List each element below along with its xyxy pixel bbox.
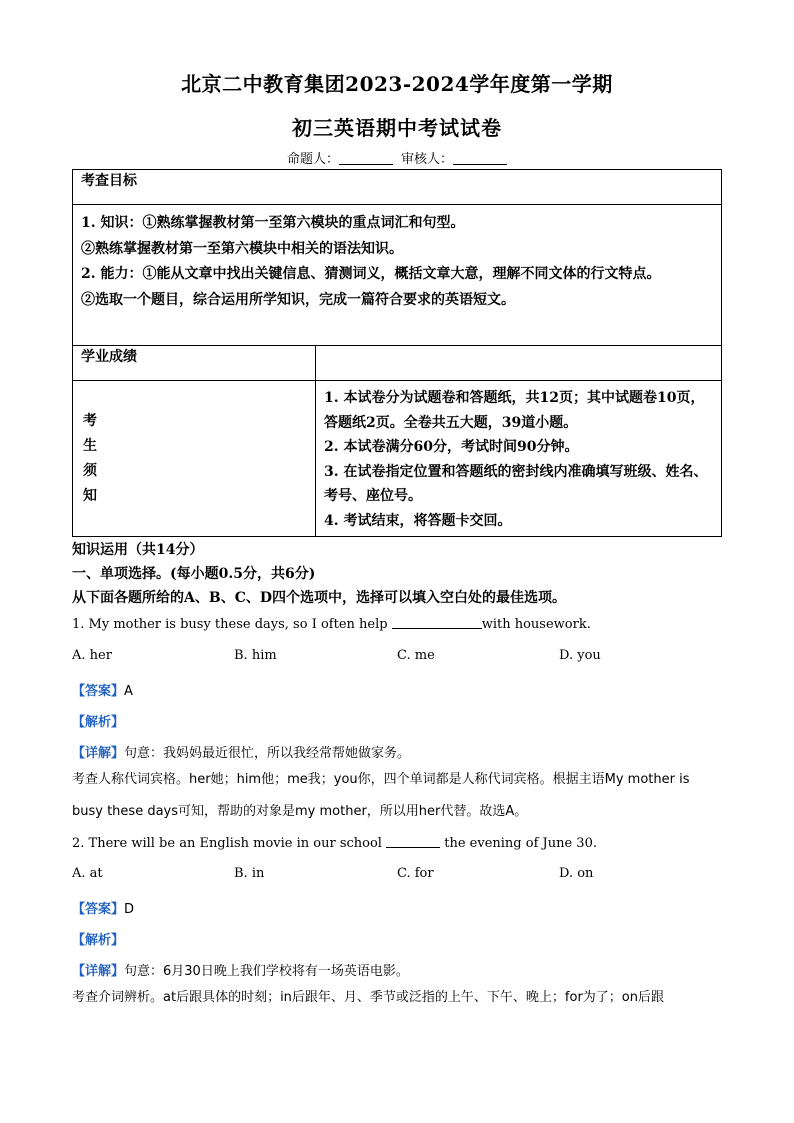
answer-blank — [386, 835, 440, 848]
option: C. for — [397, 866, 434, 881]
notice-label-char: 生 — [83, 437, 97, 454]
reviewer-label: 审核人： — [401, 152, 454, 167]
question-stem: 2. There will be an English movie in our school the evening of June 30. — [72, 836, 597, 851]
notice-item: 2. 本试卷满分60分，考试时间90分钟。 — [324, 439, 579, 455]
option: B. in — [234, 866, 265, 881]
answer-line — [72, 898, 134, 917]
option-row — [72, 648, 722, 668]
answer-value: D — [124, 902, 135, 917]
goal-line: 2. 能力：①能从文章中找出关键信息、猜测词义，概括文章大意，理解不同文体的行文特点。 — [81, 266, 661, 282]
notice-label — [73, 381, 316, 537]
notice-item: 4. 考试结束，将答题卡交回。 — [324, 512, 512, 529]
option: A. at — [72, 866, 103, 881]
analysis-line — [72, 929, 124, 948]
section-instruction: 从下面各题所给的A、B、C、D四个选项中，选择可以填入空白处的最佳选项。 — [72, 590, 566, 606]
answer-tag: 【答案】 — [72, 684, 125, 699]
goal-line: ②选取一个题目，综合运用所学知识，完成一篇符合要求的英语短文。 — [81, 291, 515, 308]
notice-label-char: 考 — [83, 412, 97, 429]
analysis-line — [72, 711, 124, 730]
reviewer-blank — [453, 151, 507, 165]
notice-item: 3. 在试卷指定位置和答题纸的密封线内准确填写班级、姓名、考号、座位号。 — [324, 463, 708, 504]
explanation: 考查介词辨析。at后跟具体的时刻；in后跟年、月、季节或泛指的上午、下午、晚上；for为了；on后跟 — [72, 990, 664, 1005]
notice-label-char: 知 — [83, 487, 97, 504]
detail-line — [72, 742, 410, 761]
goal-line: 1. 知识：①熟练掌握教材第一至第六模块的重点词汇和句型。 — [81, 215, 465, 231]
goal-line: ②熟练掌握教材第一至第六模块中相关的语法知识。 — [81, 240, 403, 257]
option: D. you — [559, 648, 601, 663]
score-value — [316, 346, 722, 381]
author-blank — [339, 151, 393, 165]
detail-text: 句意：我妈妈最近很忙，所以我经常帮她做家务。 — [124, 746, 411, 761]
author-line — [0, 148, 794, 167]
answer-line — [72, 680, 133, 699]
author-label: 命题人： — [286, 152, 339, 167]
detail-text: 句意：6月30日晚上我们学校将有一场英语电影。 — [124, 964, 409, 979]
exam-info-table — [72, 169, 722, 537]
notice-body — [316, 381, 722, 537]
detail-tag: 【详解】 — [72, 964, 125, 979]
detail-line — [72, 960, 409, 979]
part-title: 知识运用（共14分） — [72, 542, 204, 558]
analysis-tag: 【解析】 — [72, 933, 125, 948]
option: A. her — [72, 648, 112, 663]
option: B. him — [234, 648, 277, 663]
option: D. on — [559, 866, 594, 881]
goals-header: 考查目标 — [73, 170, 722, 205]
question-stem: 1. My mother is busy these days, so I often help with housework. — [72, 617, 591, 632]
score-label: 学业成绩 — [73, 346, 316, 381]
section-heading: 一、单项选择。(每小题0.5分，共6分) — [72, 566, 316, 582]
exam-title: 北京二中教育集团2023-2024学年度第一学期 — [181, 72, 613, 96]
analysis-tag: 【解析】 — [72, 715, 125, 730]
answer-tag: 【答案】 — [72, 902, 125, 917]
detail-tag: 【详解】 — [72, 746, 125, 761]
option-row — [72, 866, 722, 886]
goals-cell — [73, 205, 722, 346]
answer-value: A — [124, 684, 133, 699]
answer-blank — [392, 616, 482, 629]
option: C. me — [397, 648, 435, 663]
exam-subtitle: 初三英语期中考试试卷 — [292, 116, 502, 140]
explanation: 考查人称代词宾格。her她；him他；me我；you你，四个单词都是人称代词宾格。根据主语My mother is busy these days可知，帮助的对象是my mother，所以用her代替。故选A。 — [72, 772, 690, 819]
notice-item: 1. 本试卷分为试题卷和答题纸，共12页；其中试题卷10页，答题纸2页。全卷共五大题，39道小题。 — [324, 390, 705, 431]
notice-label-char: 须 — [83, 462, 97, 479]
